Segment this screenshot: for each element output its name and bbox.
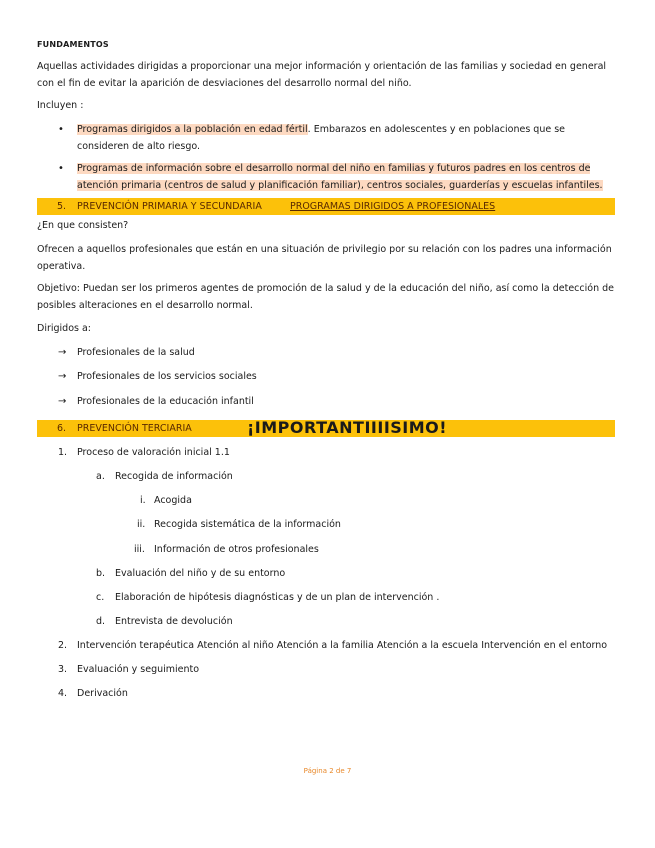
subsubstep-number: ii. xyxy=(137,519,146,530)
section-5-title: PREVENCIÓN PRIMARIA Y SECUNDARIA xyxy=(77,201,262,212)
list-item: Profesionales de la educación infantil xyxy=(77,396,254,407)
step-number: 2. xyxy=(58,640,68,651)
step-label: Evaluación y seguimiento xyxy=(77,664,200,675)
substep-number: d. xyxy=(96,616,106,627)
subsubstep-number: i. xyxy=(140,495,146,506)
section-6-number: 6. xyxy=(57,423,67,434)
section-5-bar xyxy=(37,198,615,215)
substep-label: Elaboración de hipótesis diagnósticas y de un plan de intervención . xyxy=(115,592,440,603)
substep-label: Recogida de información xyxy=(115,471,233,482)
bullet-text: . Embarazos en adolescentes y en poblaciones que se consideren de alto riesgo. xyxy=(77,124,566,152)
bullet-item xyxy=(77,121,615,155)
substep-number: c. xyxy=(96,592,105,603)
highlighted-text: Programas de información sobre el desarrollo normal del niño en familias y futuros padres en los centros de atención primaria (centros de salud y planificación familiar), centros sociales, guarderías y escuelas infantiles. xyxy=(77,163,603,191)
step-label: Proceso de valoración inicial 1.1 xyxy=(77,447,230,458)
step-number: 1. xyxy=(58,447,68,458)
subsubstep-label: Información de otros profesionales xyxy=(154,544,319,555)
substep-label: Entrevista de devolución xyxy=(115,616,233,627)
subsubstep-label: Recogida sistemática de la información xyxy=(154,519,341,530)
step-label: Intervención terapéutica Atención al niño Atención a la familia Atención a la escuela Intervención en el entorno xyxy=(77,640,608,651)
question-heading: ¿En que consisten? xyxy=(37,220,129,231)
section-5-number: 5. xyxy=(57,201,67,212)
substep-number: a. xyxy=(96,471,105,482)
subsubstep-label: Acogida xyxy=(154,495,192,506)
objetivo-paragraph: Objetivo: Puedan ser los primeros agentes de promoción de la salud y de la educación del niño, así como la detección de posibles alteraciones en el desarrollo normal. xyxy=(37,283,614,311)
highlighted-text: Programas dirigidos a la población en edad fértil xyxy=(77,124,308,135)
bullet-dot: • xyxy=(58,163,64,174)
arrow-icon: → xyxy=(58,347,67,358)
incluyen-label: Incluyen : xyxy=(37,100,84,111)
step-number: 3. xyxy=(58,664,68,675)
arrow-icon: → xyxy=(58,371,67,382)
section-header: FUNDAMENTOS xyxy=(37,40,109,49)
dirigidos-label: Dirigidos a: xyxy=(37,323,92,334)
ofrecen-paragraph: Ofrecen a aquellos profesionales que están en una situación de privilegio por su relación con los padres una información operativa. xyxy=(37,244,612,272)
substep-label: Evaluación del niño y de su entorno xyxy=(115,568,286,579)
section-5-subtitle: PROGRAMAS DIRIGIDOS A PROFESIONALES xyxy=(290,201,496,212)
bullet-dot: • xyxy=(58,124,64,135)
subsubstep-number: iii. xyxy=(134,544,145,555)
section-6-bar xyxy=(37,420,615,437)
step-number: 4. xyxy=(58,688,68,699)
bullet-item xyxy=(77,160,615,194)
emphasis-text: ¡IMPORTANTIIIISIMO! xyxy=(247,418,448,437)
substep-number: b. xyxy=(96,568,106,579)
list-item: Profesionales de la salud xyxy=(77,347,195,358)
arrow-icon: → xyxy=(58,396,67,407)
page-footer: Página 2 de 7 xyxy=(303,767,352,775)
section-6-title: PREVENCIÓN TERCIARIA xyxy=(77,423,192,434)
step-label: Derivación xyxy=(77,688,128,699)
intro-paragraph: Aquellas actividades dirigidas a proporcionar una mejor información y orientación de las familias y sociedad en general con el fin de evitar la aparición de desviaciones del desarrollo normal del niño. xyxy=(37,61,607,89)
list-item: Profesionales de los servicios sociales xyxy=(77,371,257,382)
